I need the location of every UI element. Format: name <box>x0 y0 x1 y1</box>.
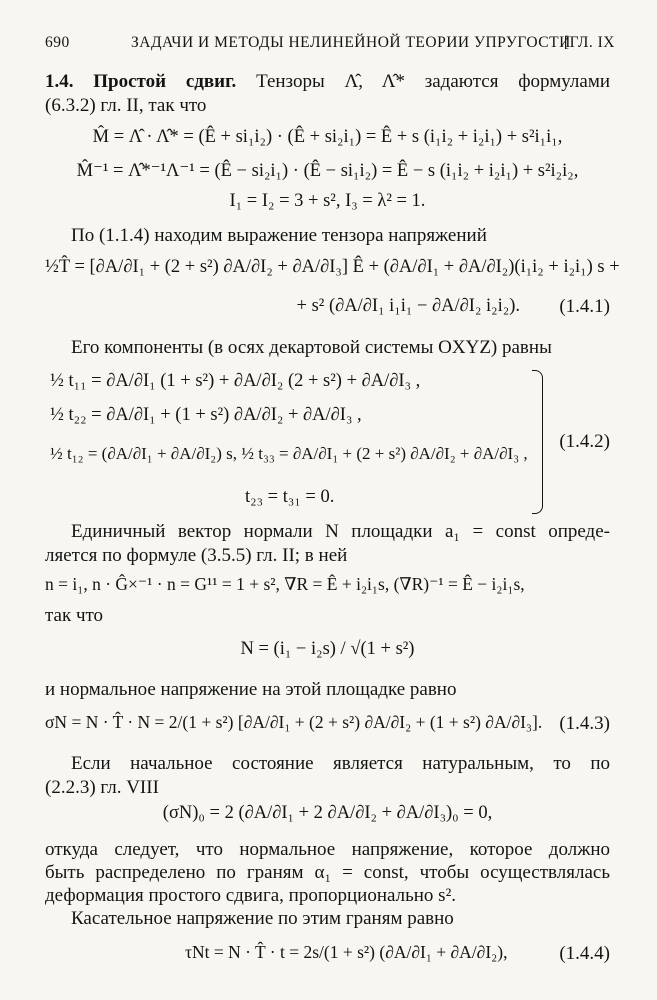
running-header <box>45 34 615 56</box>
equation-number-1-4-1: (1.4.1) <box>559 296 610 317</box>
section-intro-line-2: (6.3.2) гл. II, так что <box>45 95 207 116</box>
page-number: 690 <box>45 34 70 51</box>
equation-invariants: I₁ = I₂ = 3 + s², I₃ = λ² = 1. <box>229 191 426 211</box>
equation-t11: ½ t₁₁ = ∂A/∂I₁ (1 + s²) + ∂A/∂I₂ (2 + s²) + ∂A/∂I₃ , <box>50 371 421 391</box>
paragraph-sigma: и нормальное напряжение на этой площадке равно <box>45 679 457 700</box>
equation-number-1-4-3: (1.4.3) <box>559 713 610 734</box>
paragraph-components: Его компоненты (в осях декартовой системы OXYZ) равны <box>71 337 552 358</box>
paragraph-stress: По (1.1.4) находим выражение тензора напряжений <box>71 225 487 246</box>
equation-normal-relations: n = i₁, n · Ĝ×⁻¹ · n = G¹¹ = 1 + s², ∇R = Ê + i₂i₁s, (∇R)⁻¹ = Ê − i₂i₁s, <box>45 574 525 594</box>
equation-t12-t33: ½ t₁₂ = (∂A/∂I₁ + ∂A/∂I₂) s, ½ t₃₃ = ∂A/∂I₁ + (2 + s²) ∂A/∂I₂ + ∂A/∂I₃ , <box>50 444 528 463</box>
paragraph-normal-line-2: ляется по формуле (3.5.5) гл. II; в ней <box>45 545 348 566</box>
equation-stress-line-2-text: + s² (∂A/∂I₁ i₁i₁ − ∂A/∂I₂ i₂i₂). <box>296 296 520 316</box>
equation-tau: τNt = N · T̂ · t = 2s/(1 + s²) (∂A/∂I₁ + ∂A/∂I₂), <box>185 942 508 962</box>
equation-m-def: M̂ = Λ̂ · Λ̂* = (Ê + si₁i₂) · (Ê + si₂i₁) = Ê + s (i₁i₂ + i₂i₁) + s²i₁i₁, <box>92 127 563 147</box>
equation-sigma-n0: (σN)₀ = 2 (∂A/∂I₁ + 2 ∂A/∂I₂ + ∂A/∂I₃)₀ = 0, <box>162 803 493 823</box>
equation-normal-vector: N = (i₁ − i₂s) / √(1 + s²) <box>240 639 415 659</box>
paragraph-tangential: Касательное напряжение по этим граням равно <box>71 908 454 929</box>
paragraph-so: так что <box>45 605 104 626</box>
equation-number-1-4-4: (1.4.4) <box>559 943 610 964</box>
equation-m-inverse: M̂⁻¹ = Λ̂*⁻¹Λ⁻¹ = (Ê − si₂i₁) · (Ê − si₁i₂) = Ê − s (i₁i₂ + i₂i₁) + s²i₂i₂, <box>76 161 579 181</box>
chapter-marker: [ГЛ. IX <box>563 34 615 51</box>
paragraph-natural-line-1: Если начальное состояние является натуральным, то по <box>71 753 610 774</box>
paragraph-conclusion-line-2: быть распределено по граням α₁ = const, чтобы осуществлялась <box>45 862 610 883</box>
section-heading: 1.4. Простой сдвиг. <box>45 71 237 92</box>
paragraph-normal-line-1: Единичный вектор нормали N площадки a₁ = const опреде- <box>71 521 610 542</box>
paragraph-conclusion-line-3: деформация простого сдвига, пропорционально s². <box>45 885 457 906</box>
equation-sigma-n: σN = N · T̂ · N = 2/(1 + s²) [∂A/∂I₁ + (2 + s²) ∂A/∂I₂ + (1 + s²) ∂A/∂I₃]. <box>45 712 543 732</box>
equation-t23: t₂₃ = t₃₁ = 0. <box>245 487 335 507</box>
section-intro-text: Тензоры Λ̂, Λ̂* задаются формулами <box>256 71 611 92</box>
running-title: ЗАДАЧИ И МЕТОДЫ НЕЛИНЕЙНОЙ ТЕОРИИ УПРУГОСТИ <box>131 34 571 51</box>
equation-t22: ½ t₂₂ = ∂A/∂I₁ + (1 + s²) ∂A/∂I₂ + ∂A/∂I₃ , <box>50 405 362 425</box>
equation-number-1-4-2: (1.4.2) <box>559 431 610 452</box>
paragraph-conclusion-line-1: откуда следует, что нормальное напряжение, которое должно <box>45 839 610 860</box>
paragraph-natural-line-2: (2.2.3) гл. VIII <box>45 777 159 798</box>
equation-stress-line-1: ½T̂ = [∂A/∂I₁ + (2 + s²) ∂A/∂I₂ + ∂A/∂I₃] Ê + (∂A/∂I₁ + ∂A/∂I₂)(i₁i₂ + i₂i₁) s + <box>45 257 620 277</box>
section-intro-line <box>45 70 610 93</box>
